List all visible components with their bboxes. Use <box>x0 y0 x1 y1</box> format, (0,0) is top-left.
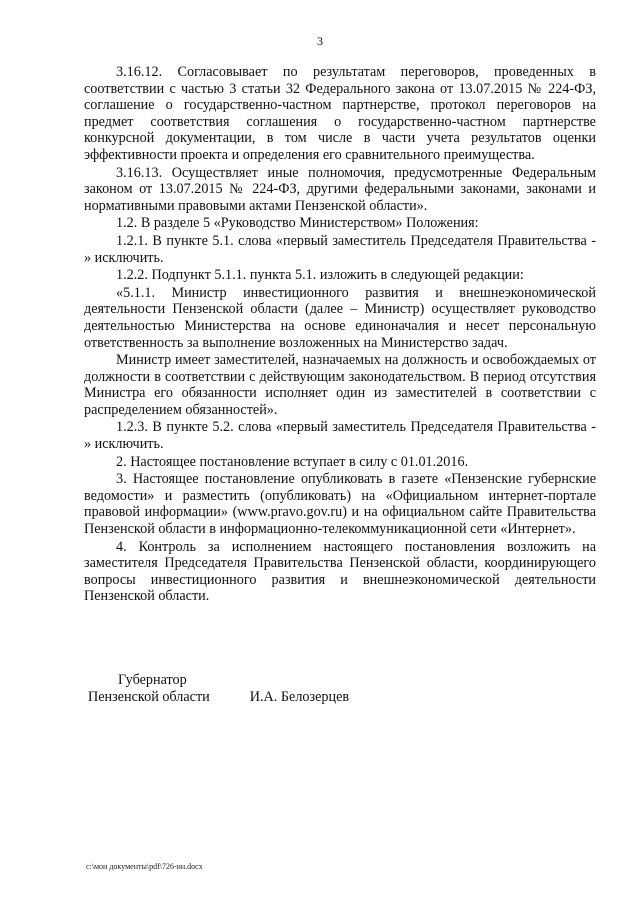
paragraph-1-2-2: 1.2.2. Подпункт 5.1.1. пункта 5.1. изложить в следующей редакции: <box>116 267 524 284</box>
signature-region: Пензенской области <box>88 688 210 705</box>
paragraph-1-2-3: 1.2.3. В пункте 5.2. слова «первый заместитель Председателя Правительства - » исключить. <box>84 419 596 453</box>
signature-name: И.А. Белозерцев <box>249 688 350 705</box>
signature-line <box>88 689 349 706</box>
signature-title: Губернатор <box>118 672 187 688</box>
paragraph-1-2: 1.2. В разделе 5 «Руководство Министерством» Положения: <box>116 215 479 232</box>
footer-file-path: c:\мои документы\pdf\726-ин.docx <box>86 862 203 871</box>
page-number: 3 <box>317 34 323 48</box>
paragraph-minister-deputies: Министр имеет заместителей, назначаемых на должность и освобождаемых от должности в соответствии с действующим законодательством. В период отсутствия Министра его обязанности исполняет один из заместителей в соответствии с распределением обязанностей». <box>84 352 596 418</box>
paragraph-3-16-13: 3.16.13. Осуществляет иные полномочия, предусмотренные Федеральным законом от 13.07.2015 № 224-ФЗ, другими федеральными законами, законами и нормативными правовыми актами Пензенской области». <box>84 164 596 214</box>
paragraph-3: 3. Настоящее постановление опубликовать в газете «Пензенские губернские ведомости» и разместить (опубликовать) на «Официальном интернет-портале правовой информации» (www.pravo.gov.ru) и на официальном сайте Правительства Пензенской области в информационно-телекоммуникационной сети «Интернет». <box>84 471 596 538</box>
paragraph-1-2-1: 1.2.1. В пункте 5.1. слова «первый заместитель Председателя Правительства - » исключить. <box>84 232 596 266</box>
paragraph-2: 2. Настоящее постановление вступает в силу с 01.01.2016. <box>116 453 469 470</box>
document-body <box>84 64 596 606</box>
paragraph-3-16-12: 3.16.12. Согласовывает по результатам переговоров, проведенных в соответствии с частью 3 статьи 32 Федерального закона от 13.07.2015 № 224-ФЗ, соглашение о государственно-частном партнерстве, протокол переговоров на предмет соответствия соглашения о государственно-частном партнерстве конкурсной документации, в том числе в части учета результатов оценки эффективности проекта и определения его сравнительного преимущества. <box>84 64 596 163</box>
signature-block <box>88 672 349 705</box>
paragraph-5-1-1: «5.1.1. Министр инвестиционного развития и внешнеэкономической деятельности Пензенской области (далее – Министр) осуществляет руководство деятельностью Министерства на основе единоначалия и несет персональную ответственность за выполнение возложенных на Министерство задач. <box>84 284 596 351</box>
paragraph-4: 4. Контроль за исполнением настоящего постановления возложить на заместителя Председателя Правительства Пензенской области, координирующего вопросы инвестиционного развития и внешнеэкономической деятельности Пензенской области. <box>84 538 596 605</box>
